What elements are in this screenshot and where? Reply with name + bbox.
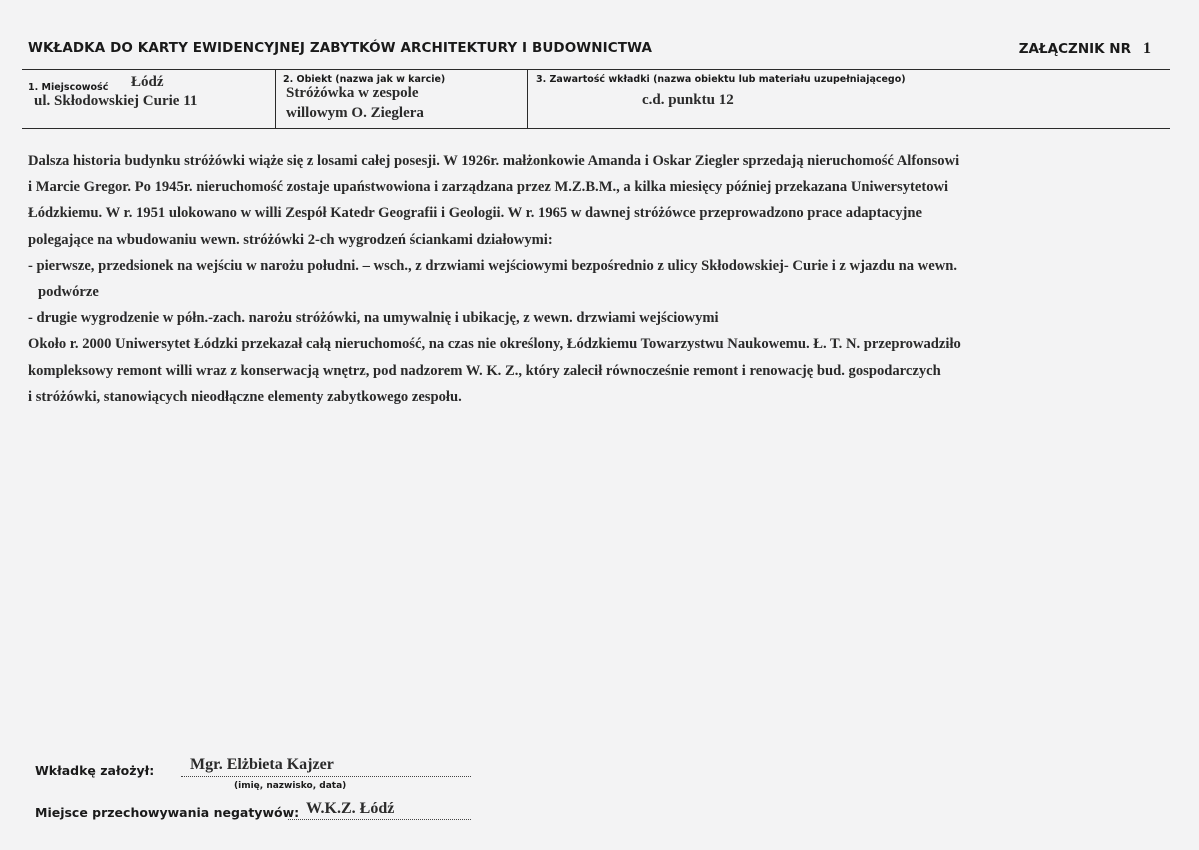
body-line: Łódzkiemu. W r. 1951 ulokowano w willi Zespół Katedr Geografii i Geologii. W r. 1965 w dawnej stróżówce przeprowadzono prace adaptacyjne [28,205,922,222]
body-line: Około r. 2000 Uniwersytet Łódzki przekazał całą nieruchomość, na czas nie określony, Łódzkiemu Towarzystwu Naukowemu. Ł. T. N. przeprowadziło [28,336,961,353]
header-bottom-rule [22,128,1170,129]
location-address: ul. Skłodowskiej Curie 11 [34,93,198,109]
header-top-rule [22,69,1170,70]
storage-label: Miejsce przechowywania negatywów: [35,805,300,820]
annex-label [1019,40,1151,58]
storage-dotted-line [288,819,471,820]
body-line: - drugie wygrodzenie w półn.-zach. narożu stróżówki, na umywalnię i ubikację, z wewn. drzwiami wejściowymi [28,310,719,327]
created-by-value: Mgr. Elżbieta Kajzer [190,756,334,773]
created-by-hint: (imię, nazwisko, data) [234,781,347,791]
body-line: podwórze [38,284,99,301]
body-text [28,148,1158,410]
body-line: - pierwsze, przedsionek na wejściu w narożu południ. – wsch., z drzwiami wejściowymi bezpośrednio z ulicy Skłodowskiej- Curie i z wjazdu na wewn. [28,257,957,274]
location-city: Łódź [131,74,164,90]
body-line: kompleksowy remont willi wraz z konserwacją wnętrz, pod nadzorem W. K. Z., który zalecił równocześnie remont i renowację bud. gospodarczych [28,362,941,379]
annex-number: 1 [1143,40,1151,57]
field-divider-1 [275,70,276,128]
body-line: Dalsza historia budynku stróżówki wiąże się z losami całej posesji. W 1926r. małżonkowie Amanda i Oskar Ziegler sprzedają nieruchomość Alfonsowi [28,153,960,169]
contents-label: 3. Zawartość wkładki (nazwa obiektu lub materiału uzupełniającego) [536,74,906,85]
body-line: i stróżówki, stanowiących nieodłączne elementy zabytkowego zespołu. [28,388,462,405]
location-label: 1. Miejscowość [28,82,109,93]
body-line: i Marcie Gregor. Po 1945r. nieruchomość zostaje upaństwowiona i zarządzana przez M.Z.B.M., a kilka miesięcy później przekazana Uniwersytetowi [28,179,949,196]
storage-value: W.K.Z. Łódź [306,800,395,817]
annex-label-text: ZAŁĄCZNIK NR [1018,41,1131,57]
created-by-label: Wkładkę założył: [35,763,155,778]
object-line-2: willowym O. Zieglera [286,105,424,121]
body-line: polegające na wbudowaniu wewn. stróżówki 2-ch wygrodzeń ściankami działowymi: [28,231,553,248]
created-by-dotted-line [181,776,471,777]
field-divider-2 [527,70,528,128]
object-label: 2. Obiekt (nazwa jak w karcie) [283,74,446,85]
contents-value: c.d. punktu 12 [642,92,734,108]
form-title: WKŁADKA DO KARTY EWIDENCYJNEJ ZABYTKÓW ARCHITEKTURY I BUDOWNICTWA [28,40,653,56]
object-line-1: Stróżówka w zespole [286,85,419,101]
